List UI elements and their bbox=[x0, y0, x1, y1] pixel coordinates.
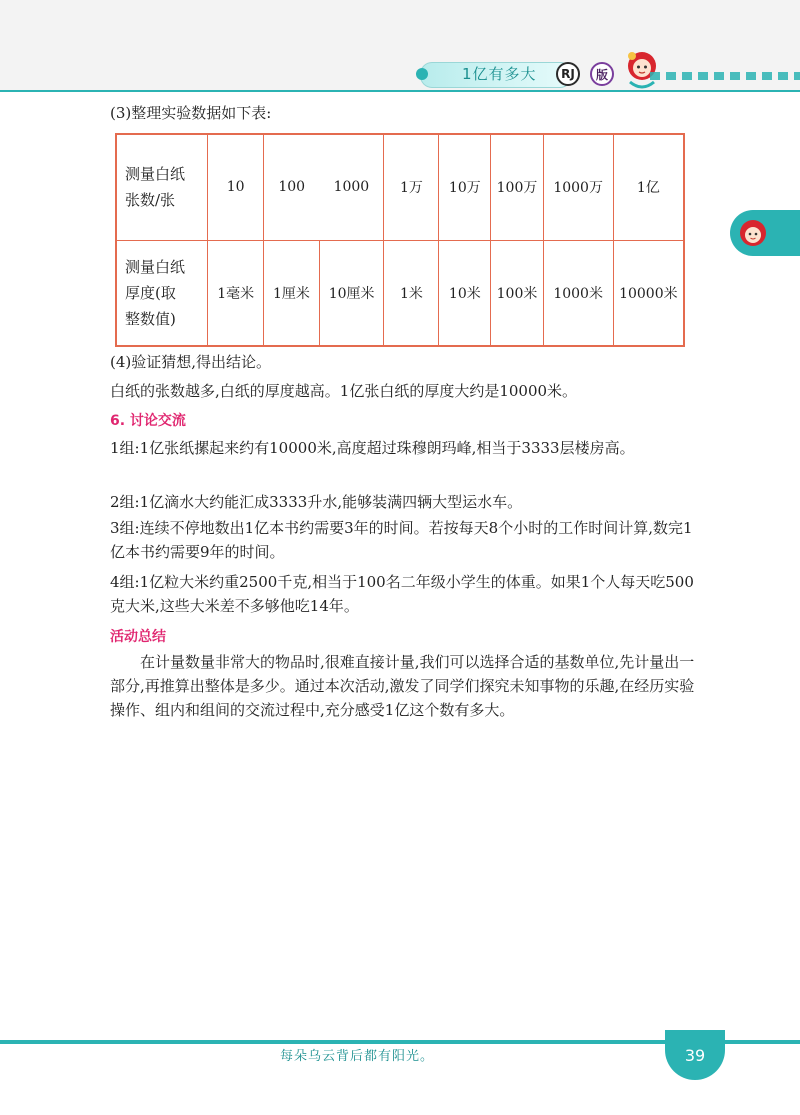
footer-motto: 每朵乌云背后都有阳光。 bbox=[280, 1049, 435, 1064]
discussion-item-4: 4组:1亿粒大米约重2500千克,相当于100名二年级小学生的体重。如果1个人每天吃500克大米,这些大米差不多够他吃14年。 bbox=[110, 573, 694, 615]
page-number-badge bbox=[665, 1030, 725, 1080]
page-number: 39 bbox=[684, 1045, 706, 1065]
table-header-line: 厚度(取 bbox=[125, 283, 176, 302]
discussion-item-2: 2组:1亿滴水大约能汇成3333升水,能够装满四辆大型运水车。 bbox=[110, 493, 523, 511]
table-cell: 1亿 bbox=[613, 134, 684, 240]
table-row bbox=[116, 240, 684, 346]
experiment-data-table bbox=[115, 133, 685, 347]
header-title: 1亿有多大 bbox=[462, 65, 537, 83]
table-cell: 1毫米 bbox=[208, 240, 264, 346]
table-cell: 1万 bbox=[384, 134, 439, 240]
table-header-line: 测量白纸 bbox=[125, 165, 186, 184]
table-row bbox=[116, 134, 684, 240]
table-cell: 1000米 bbox=[543, 240, 613, 346]
mascot-face-icon bbox=[739, 219, 767, 247]
table-cell: 100万 bbox=[491, 134, 543, 240]
table-cell: 1厘米 bbox=[264, 240, 320, 346]
mascot-girl-icon bbox=[620, 46, 664, 90]
summary-heading: 活动总结 bbox=[110, 629, 166, 645]
table-cell: 1000 bbox=[319, 134, 384, 240]
table-row-header bbox=[116, 134, 208, 240]
table-cell: 10厘米 bbox=[319, 240, 384, 346]
table-header-line: 整数值) bbox=[125, 309, 176, 328]
table-cell: 10 bbox=[208, 134, 264, 240]
discussion-item-3: 3组:连续不停地数出1亿本书约需要3年的时间。若按每天8个小时的工作时间计算,数完1亿本书约需要9年的时间。 bbox=[110, 519, 693, 561]
discussion-item-1: 1组:1亿张纸摞起来约有10000米,高度超过珠穆朗玛峰,相当于3333层楼房高。 bbox=[110, 439, 635, 457]
table-cell: 1米 bbox=[384, 240, 439, 346]
table-cell: 10000米 bbox=[613, 240, 684, 346]
table-cell: 100米 bbox=[491, 240, 543, 346]
table-header-line: 张数/张 bbox=[125, 191, 176, 210]
table-cell: 10米 bbox=[439, 240, 491, 346]
header-stripe bbox=[650, 72, 800, 80]
header-rule bbox=[0, 90, 800, 92]
table-cell: 100 bbox=[264, 134, 320, 240]
discussion-heading: 6. 讨论交流 bbox=[110, 413, 186, 429]
step4-conclusion: 白纸的张数越多,白纸的厚度越高。1亿张白纸的厚度大约是10000米。 bbox=[110, 382, 578, 400]
summary-text: 在计量数量非常大的物品时,很难直接计量,我们可以选择合适的基数单位,先计量出一部分,再推算出整体是多少。通过本次活动,激发了同学们探究未知事物的乐趣,在经历实验操作、组内和组间的交流过程中,充分感受1亿这个数有多大。 bbox=[110, 653, 695, 719]
step4-label: (4)验证猜想,得出结论。 bbox=[110, 353, 272, 371]
header-dot-icon bbox=[416, 68, 428, 80]
edition-badge: 版 bbox=[590, 62, 614, 86]
table-cell: 1000万 bbox=[543, 134, 613, 240]
step3-label: (3)整理实验数据如下表: bbox=[110, 104, 272, 122]
table-row-header bbox=[116, 240, 208, 346]
table-header-line: 测量白纸 bbox=[125, 257, 186, 276]
rj-badge: RJ bbox=[556, 62, 580, 86]
table-cell: 10万 bbox=[439, 134, 491, 240]
